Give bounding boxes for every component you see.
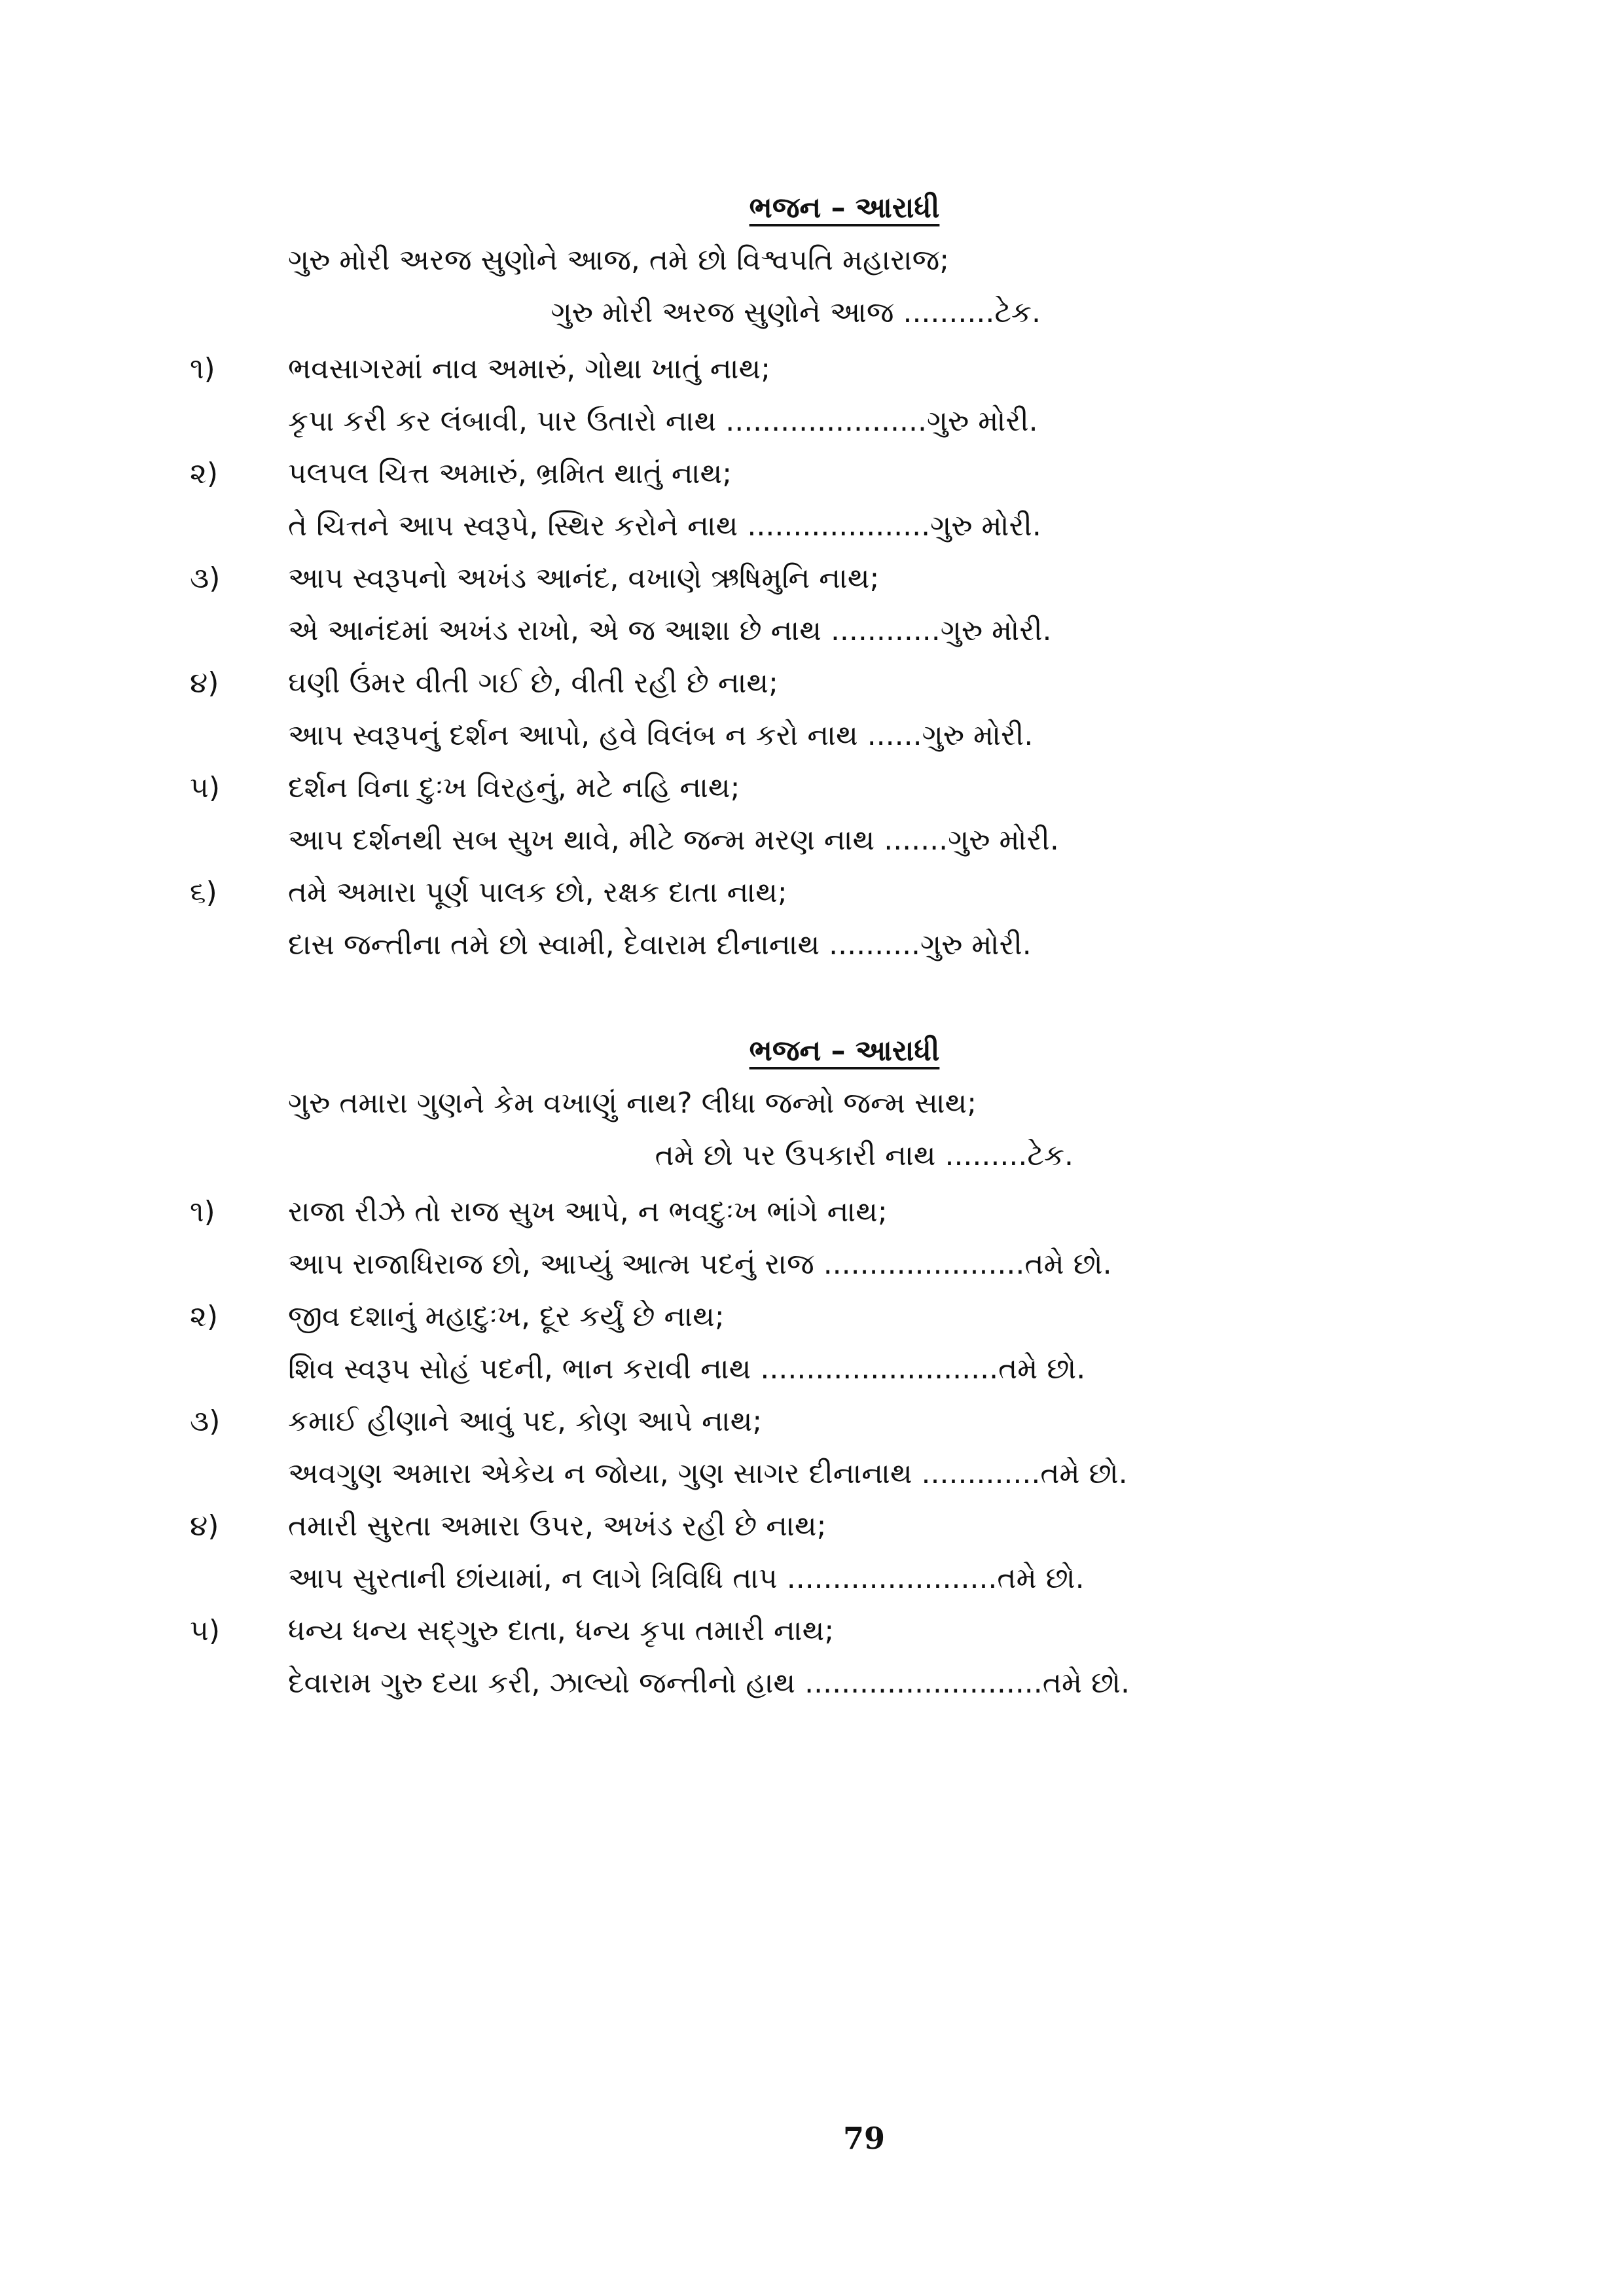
bhajan1-verse6-num: ૬)	[190, 876, 217, 909]
bhajan2-intro-line1: ગુરુ તમારા ગુણને કેમ વખાણું નાથ? લીધા જન્મો જન્મ સાથ;	[288, 1086, 977, 1120]
bhajan2-verse3-num: ૩)	[190, 1405, 221, 1438]
bhajan1-intro-line1: ગુરુ મોરી અરજ સુણોને આજ, તમે છો વિશ્વપતિ મહારાજ;	[288, 243, 950, 277]
bhajan1-verse5-line2: આપ દર્શનથી સબ સુખ થાવે, મીટે જન્મ મરણ નાથ .......ગુરુ મોરી.	[288, 823, 1059, 857]
page-number: 79	[842, 2121, 885, 2156]
bhajan1-intro-line2: ગુરુ મોરી અરજ સુણોને આજ ..........ટેક.	[550, 296, 1041, 329]
bhajan1-verse2-line1: પલપલ ચિત્ત અમારું, ભ્રમિત થાતું નાથ;	[288, 457, 732, 490]
bhajan2-verse2-num: ૨)	[190, 1300, 218, 1333]
bhajan1-verse6-line2: દાસ જન્તીના તમે છો સ્વામી, દેવારામ દીનાનાથ ..........ગુરુ મોરી.	[288, 928, 1032, 961]
bhajan2-verse2-line1: જીવ દશાનું મહાદુઃખ, દૂર કર્યું છે નાથ;	[288, 1300, 725, 1333]
bhajan1-verse5-line1: દર્શન વિના દુઃખ વિરહનું, મટે નહિ નાથ;	[288, 771, 740, 804]
bhajan2-verse4-line1: તમારી સુરતા અમારા ઉપર, અખંડ રહી છે નાથ;	[288, 1509, 827, 1543]
bhajan2-verse4-num: ૪)	[190, 1509, 219, 1543]
bhajan2-title: ભજન – આરાધી	[749, 1034, 940, 1067]
bhajan2-verse5-line1: ધન્ય ધન્ય સદ્ગુરુ દાતા, ધન્ય કૃપા તમારી નાથ;	[288, 1614, 835, 1647]
bhajan2-verse5-line2: દેવારામ ગુરુ દયા કરી, ઝાલ્યો જન્તીનો હાથ ..........................તમે છો.	[288, 1666, 1130, 1700]
bhajan2-verse5-num: ૫)	[190, 1614, 221, 1647]
bhajan1-verse2-line2: તે ચિત્તને આપ સ્વરૂપે, સ્થિર કરોને નાથ ....................ગુરુ મોરી.	[288, 509, 1041, 543]
bhajan1-verse4-line1: ઘણી ઉંમર વીતી ગઈ છે, વીતી રહી છે નાથ;	[288, 666, 778, 700]
bhajan1-verse3-num: ૩)	[190, 562, 221, 595]
bhajan2-verse4-line2: આપ સુરતાની છાંયામાં, ન લાગે ત્રિવિધિ તાપ .......................તમે છો.	[288, 1562, 1085, 1595]
bhajan1-verse4-line2: આપ સ્વરૂપનું દર્શન આપો, હવે વિલંબ ન કરો નાથ ......ગુરુ મોરી.	[288, 719, 1034, 752]
bhajan1-verse1-line1: ભવસાગરમાં નાવ અમારું, ગોથા ખાતું નાથ;	[288, 352, 771, 386]
bhajan2-verse3-line2: અવગુણ અમારા એકેય ન જોયા, ગુણ સાગર દીનાનાથ .............તમે છો.	[288, 1457, 1128, 1490]
bhajan1-verse6-line1: તમે અમારા પૂર્ણ પાલક છો, રક્ષક દાતા નાથ;	[288, 876, 787, 909]
bhajan1-title: ભજન – આરાધી	[749, 191, 940, 224]
bhajan1-verse1-num: ૧)	[190, 352, 215, 386]
bhajan2-verse3-line1: કમાઈ હીણાને આવું પદ, કોણ આપે નાથ;	[288, 1405, 763, 1438]
bhajan2-verse1-line1: રાજા રીઝે તો રાજ સુખ આપે, ન ભવદુઃખ ભાંગે નાથ;	[288, 1195, 888, 1229]
bhajan1-verse4-num: ૪)	[190, 666, 219, 700]
bhajan2-verse1-num: ૧)	[190, 1195, 215, 1229]
bhajan1-verse1-line2: કૃપા કરી કર લંબાવી, પાર ઉતારો નાથ ......................ગુરુ મોરી.	[288, 404, 1038, 438]
bhajan2-verse1-line2: આપ રાજાધિરાજ છો, આપ્યું આત્મ પદનું રાજ ......................તમે છો.	[288, 1247, 1112, 1281]
bhajan2-intro-line2: તમે છો પર ઉપકારી નાથ .........ટેક.	[655, 1139, 1074, 1172]
bhajan1-verse3-line2: એ આનંદમાં અખંડ રાખો, એ જ આશા છે નાથ ............ગુરુ મોરી.	[288, 614, 1052, 647]
bhajan1-verse2-num: ૨)	[190, 457, 218, 490]
bhajan1-verse3-line1: આપ સ્વરૂપનો અખંડ આનંદ, વખાણે ઋષિમુનિ નાથ;	[288, 562, 880, 595]
bhajan2-verse2-line2: શિવ સ્વરૂપ સોહં પદની, ભાન કરાવી નાથ ..........................તમે છો.	[288, 1352, 1086, 1386]
bhajan1-verse5-num: ૫)	[190, 771, 221, 804]
